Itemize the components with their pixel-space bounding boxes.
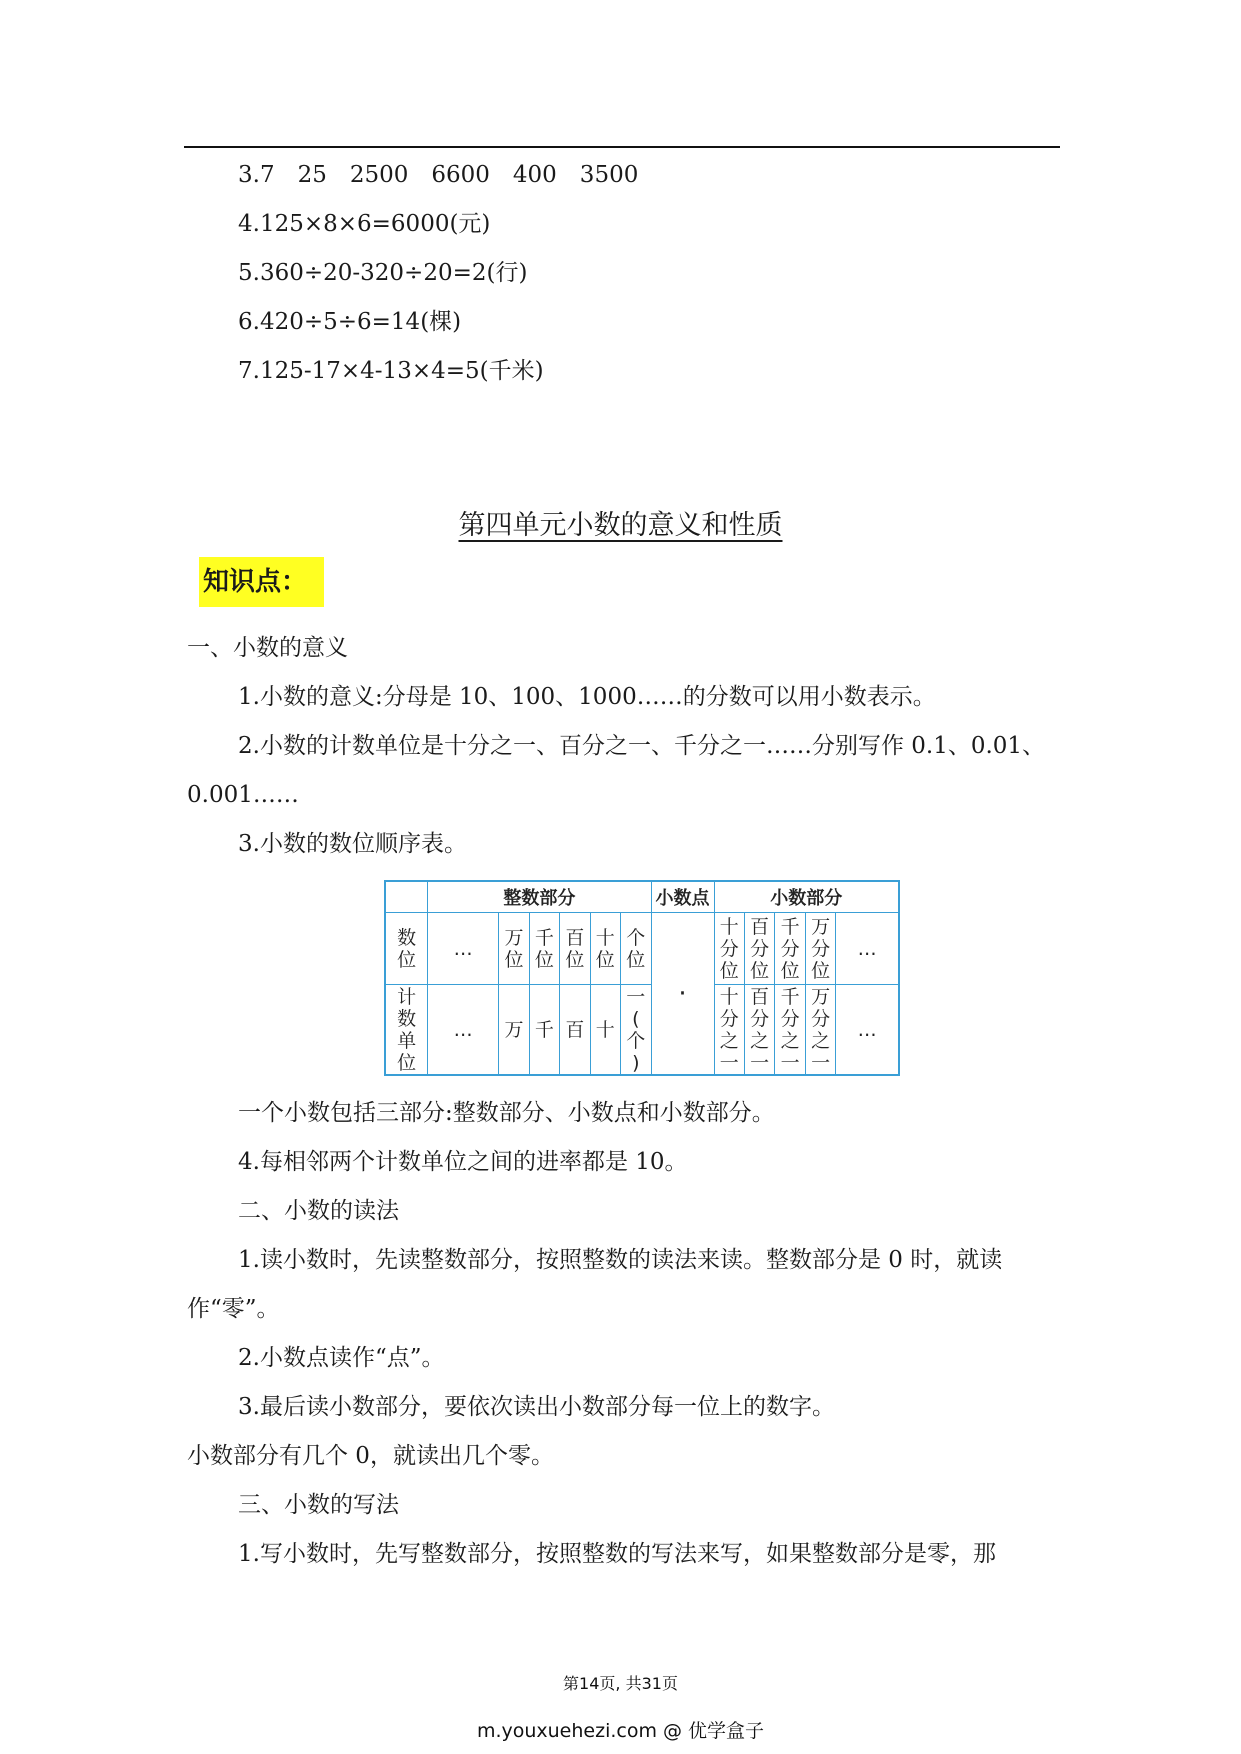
dec-place-cell: [744, 913, 774, 985]
int-unit-text: 一 ( 个 ): [626, 985, 646, 1074]
dec-unit-text: 十 分 之 一: [719, 985, 739, 1074]
dec-place-text: 十 分 位: [719, 915, 739, 982]
int-place-cell: [621, 913, 652, 985]
section-3-heading: 三、小数的写法: [238, 1492, 399, 1518]
section-2-p2: 2.小数点读作“点”。: [238, 1345, 445, 1371]
dec-unit-text: 百 分 之 一: [750, 985, 770, 1074]
dec-unit-cell: [714, 985, 744, 1075]
dec-unit-cell: [775, 985, 805, 1075]
row-label-unit-text: 计 数 单 位: [397, 985, 417, 1074]
dec-place-text: 万 分 位: [811, 915, 831, 982]
dec-unit-text: 万 分 之 一: [811, 985, 831, 1074]
place-ellipsis-dec: …: [836, 913, 899, 985]
int-place-text: 个 位: [626, 926, 646, 971]
table-corner: [385, 881, 428, 913]
row-label-place: [385, 913, 428, 985]
int-unit-text: 万: [504, 1018, 524, 1041]
unit-ellipsis-int: …: [428, 985, 499, 1075]
section-1-p2b: 0.001……: [187, 782, 299, 808]
decimal-point-symbol: ·: [651, 913, 714, 1075]
dec-unit-cell: [744, 985, 774, 1075]
int-unit-cell: [621, 985, 652, 1075]
section-1-after-table: 一个小数包括三部分:整数部分、小数点和小数部分。: [238, 1100, 775, 1126]
int-place-cell: [560, 913, 590, 985]
answer-line-7: 7.125-17×4-13×4=5(千米): [238, 358, 544, 384]
section-2-p1a: 1.读小数时，先读整数部分，按照整数的读法来读。整数部分是 0 时，就读: [238, 1247, 1003, 1273]
int-unit-text: 千: [534, 1018, 554, 1041]
section-2-p3: 3.最后读小数部分，要依次读出小数部分每一位上的数字。: [238, 1394, 835, 1420]
dec-place-cell: [714, 913, 744, 985]
answer-line-6: 6.420÷5÷6=14(棵): [238, 309, 462, 335]
int-place-text: 万 位: [504, 926, 524, 971]
answer-line-5: 5.360÷20-320÷20=2(行): [238, 260, 528, 286]
section-3-p1: 1.写小数时，先写整数部分，按照整数的写法来写，如果整数部分是零，那: [238, 1541, 996, 1567]
section-1-p1: 1.小数的意义:分母是 10、100、1000……的分数可以用小数表示。: [238, 684, 936, 710]
site-footer: m.youxuehezi.com @ 优学盒子: [476, 1720, 765, 1742]
unit-title-text: 第四单元小数的意义和性质: [458, 510, 783, 541]
decimal-place-table: [384, 880, 900, 1076]
dec-unit-text: 千 分 之 一: [780, 985, 800, 1074]
int-place-cell: [499, 913, 529, 985]
header-integer-part: 整数部分: [428, 881, 651, 913]
int-place-text: 十 位: [595, 926, 615, 971]
int-unit-text: 十: [595, 1018, 615, 1041]
unit-title: [0, 506, 1241, 546]
row-label-unit: [385, 985, 428, 1075]
section-2-p1b: 作“零”。: [187, 1296, 280, 1322]
section-1-p4: 4.每相邻两个计数单位之间的进率都是 10。: [238, 1149, 688, 1175]
section-2-p4: 小数部分有几个 0，就读出几个零。: [187, 1443, 554, 1469]
knowledge-label: 知识点：: [199, 557, 324, 607]
unit-ellipsis-dec: …: [836, 985, 899, 1075]
header-rule: [184, 146, 1060, 148]
header-decimal-part: 小数部分: [714, 881, 899, 913]
section-2-heading: 二、小数的读法: [238, 1198, 399, 1224]
dec-place-text: 百 分 位: [750, 915, 770, 982]
int-place-cell: [590, 913, 620, 985]
place-ellipsis-int: …: [428, 913, 499, 985]
section-1-heading: 一、小数的意义: [187, 635, 348, 661]
int-unit-text: 百: [565, 1018, 585, 1041]
int-unit-cell: [499, 985, 529, 1075]
int-place-text: 千 位: [534, 926, 554, 971]
dec-place-text: 千 分 位: [780, 915, 800, 982]
dec-place-cell: [805, 913, 835, 985]
answer-line-3: 3.7 25 2500 6600 400 3500: [238, 162, 639, 188]
header-decimal-point: 小数点: [651, 881, 714, 913]
int-unit-cell: [590, 985, 620, 1075]
int-place-cell: [529, 913, 559, 985]
section-1-p3: 3.小数的数位顺序表。: [238, 831, 467, 857]
page-number: 第14页, 共31页: [563, 1674, 678, 1693]
row-label-place-text: 数 位: [397, 926, 417, 971]
int-unit-cell: [560, 985, 590, 1075]
dec-unit-cell: [805, 985, 835, 1075]
dec-place-cell: [775, 913, 805, 985]
section-1-p2a: 2.小数的计数单位是十分之一、百分之一、千分之一……分别写作 0.1、0.01、: [238, 733, 1046, 759]
int-place-text: 百 位: [565, 926, 585, 971]
int-unit-cell: [529, 985, 559, 1075]
answer-line-4: 4.125×8×6=6000(元): [238, 211, 491, 237]
